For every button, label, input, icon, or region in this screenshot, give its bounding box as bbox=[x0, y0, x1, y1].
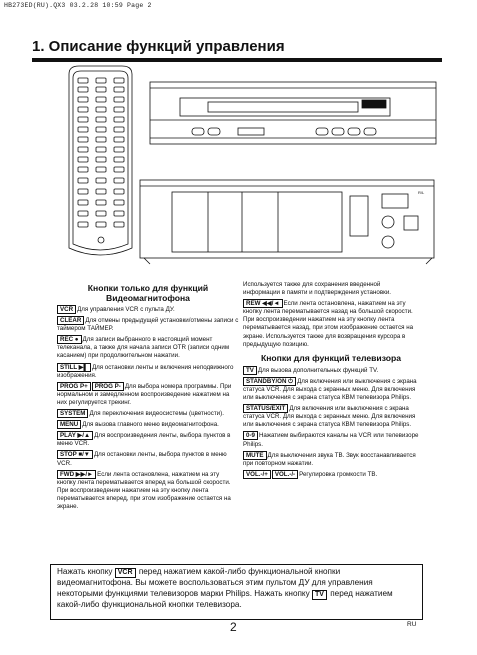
note-tv-key: TV bbox=[312, 590, 327, 600]
item-text: Регулировка громкости TB. bbox=[299, 470, 378, 478]
item-tv bbox=[243, 366, 419, 375]
vol-down-key: VOL.-/- bbox=[272, 470, 298, 479]
item-standby bbox=[243, 377, 419, 402]
tv-key: TV bbox=[243, 366, 257, 375]
vcr-key: VCR bbox=[57, 305, 76, 314]
item-text: Для остановки ленты, выбора пунктов в меню VCR. bbox=[57, 451, 227, 467]
item-text: Для остановки ленты и включения неподвижного изображения. bbox=[57, 363, 234, 379]
item-mute bbox=[243, 451, 419, 468]
play-key: PLAY ▶/▲ bbox=[57, 431, 93, 440]
remote-control-drawing bbox=[69, 66, 132, 255]
item-play bbox=[57, 431, 239, 448]
rew-key: REW ◀◀/◄ bbox=[243, 299, 283, 308]
note-vcr-key: VCR bbox=[115, 568, 136, 578]
item-text: Для управления VCR с пульта ДУ. bbox=[77, 306, 175, 313]
item-vcr bbox=[57, 305, 239, 314]
menu-key: MENU bbox=[57, 420, 81, 429]
fwd-continuation: Используется также для сохранения введенной информации в памяти и подтверждения установки. bbox=[243, 281, 391, 297]
item-text: Для выбора номера программы. При нормальном и замедленном воспроизведение нажатием на них регулируется трекинг. bbox=[57, 382, 232, 406]
item-text: Для вызова дополнительных функций TV. bbox=[257, 366, 379, 374]
item-text: Для записи выбранного в настоящий момент телеканала, а также для начала записи OTR (записи одним касанием) при продолжительном нажатии. bbox=[57, 336, 230, 360]
item-text: Нажатием выбираются каналы на VCR или телевизоре Philips. bbox=[243, 432, 419, 448]
device-illustration bbox=[32, 62, 442, 270]
item-text: Для выключения звука TB. Звук восстанавливается при повторном нажатии. bbox=[243, 451, 416, 467]
item-text: Если лента остановлена, нажатием на эту кнопку лента перематывается вперед на большой скорости. При воспроизведении нажатием на эту кнопку лента перематывается вперед, при этом изображение остается на экране. bbox=[57, 470, 231, 510]
still-key: STILL ▶▌ bbox=[57, 363, 91, 372]
item-fwd bbox=[57, 470, 239, 511]
item-prog bbox=[57, 382, 239, 407]
mute-key: MUTE bbox=[243, 451, 267, 460]
item-text: Для переключения видеосистемы (цветности). bbox=[89, 410, 224, 418]
rec-key: REC ● bbox=[57, 335, 82, 344]
item-text: Для отмены предыдущей установки/отмены записи с таймером ТАЙМЕР. bbox=[57, 317, 239, 333]
item-text: Для воспроизведения ленты, выбора пунктов в меню VCR. bbox=[57, 432, 231, 448]
note-part3: Вы можете воспользоваться этим пультом ДУ для управления некоторыми функциями телевизоров марки Philips. Нажать кнопку bbox=[57, 578, 373, 598]
fwd-key: FWD ▶▶/► bbox=[57, 470, 96, 479]
standby-key: STANDBY/ON ⏻ bbox=[243, 377, 296, 386]
item-clear bbox=[57, 316, 239, 333]
item-rew bbox=[243, 299, 419, 349]
vol-up-key: VOL.-/+ bbox=[243, 470, 271, 479]
item-vol bbox=[243, 470, 419, 479]
item-system bbox=[57, 409, 239, 418]
note-part1: Нажать кнопку bbox=[57, 567, 113, 576]
page-number: 2 bbox=[230, 620, 237, 634]
tv-heading: Кнопки для функций телевизора bbox=[260, 352, 402, 363]
vcr-rear-drawing bbox=[140, 180, 434, 264]
file-header: HB273ED(RU).QX3 03.2.28 10:59 Page 2 bbox=[4, 2, 152, 9]
page-title: 1. Описание функций управления bbox=[32, 38, 291, 55]
left-heading-1: Кнопки только для функций bbox=[87, 283, 209, 293]
device-label: R/L bbox=[418, 190, 425, 195]
prog-up-key: PROG P+ bbox=[57, 382, 91, 391]
system-key: SYSTEM bbox=[57, 409, 88, 418]
stop-key: STOP ■/▼ bbox=[57, 450, 93, 459]
vcr-front-drawing bbox=[150, 82, 436, 144]
note-box bbox=[50, 564, 423, 620]
item-status bbox=[243, 404, 419, 429]
item-digits bbox=[243, 431, 419, 448]
left-heading-2: Видеомагнитофона bbox=[106, 293, 190, 303]
digits-key: 0-9 bbox=[243, 431, 258, 440]
item-stop bbox=[57, 450, 239, 467]
clear-key: CLEAR bbox=[57, 316, 84, 325]
status-exit-key: STATUS/EXIT bbox=[243, 404, 288, 413]
left-column bbox=[57, 283, 239, 511]
item-text: Для включения или выключения с экрана статуса VCR. Для выхода с экранных меню. Для включения или выключения с экрана статуса КВМ телевизора Philips. bbox=[243, 377, 417, 402]
item-text: Если лента остановлена, нажатием на эту кнопку лента перематывается назад на большой скорости. При воспроизведении нажатием на эту кнопку лента перематывается назад, при этом изображение остается на экране. Используется также для возвращения курсора в предыдущую позицию. bbox=[243, 300, 414, 348]
language-tag: RU bbox=[407, 621, 417, 628]
item-text: Для включения или выключения с экрана статуса VCR. Для выхода с экранных меню. Для включения или выключения с экрана статуса КВМ телевизора Philips. bbox=[243, 405, 416, 429]
item-menu bbox=[57, 420, 239, 429]
right-column bbox=[243, 281, 419, 479]
item-rec bbox=[57, 335, 239, 360]
prog-down-key: PROG P- bbox=[92, 382, 124, 391]
item-text: Для вызова главного меню видеомагнитофона. bbox=[82, 421, 219, 429]
note-part4: перед нажатием какой-либо функциональной кнопки телевизора. bbox=[57, 588, 393, 609]
item-still bbox=[57, 363, 239, 380]
note-part2: перед нажатием какой-либо функциональной кнопки видеомагнитофона. bbox=[57, 567, 341, 587]
